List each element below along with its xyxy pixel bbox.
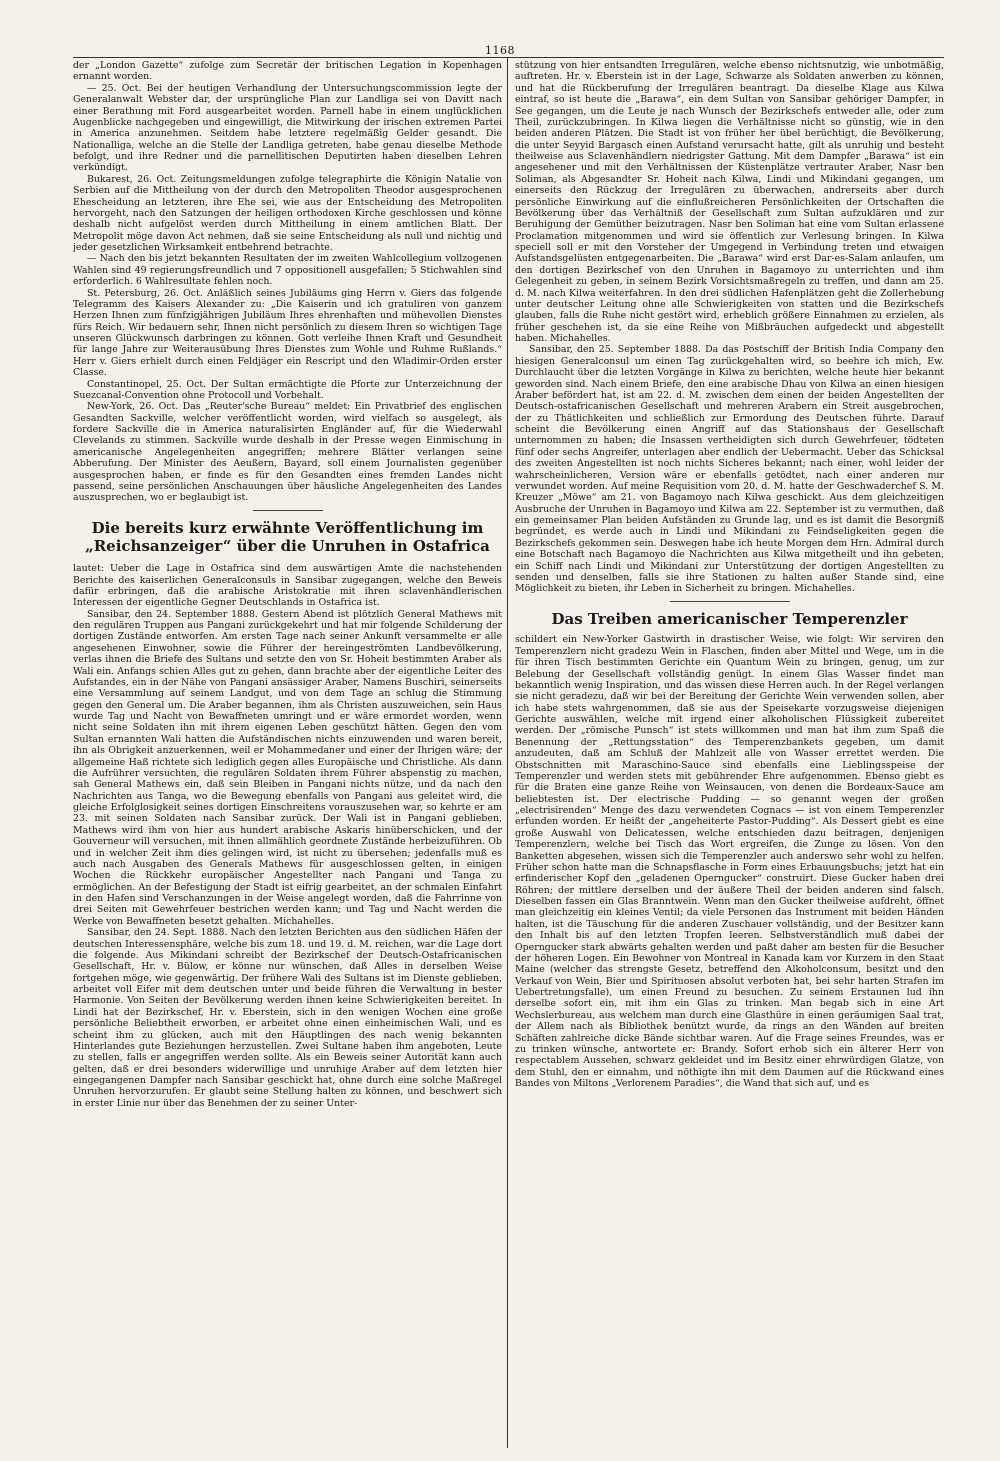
- column-divider: [507, 58, 508, 1448]
- section-headline: Das Treiben americanischer Temperenzler: [551, 609, 908, 628]
- article-paragraph: schildert ein New-Yorker Gastwirth in drastischer Weise, wie folgt: Wir serviren den Temperenzlern nicht gradezu Wein in Flaschen, finden aber Mittel und Wege, um in die für ihren Tisch bestimmten Gerichte ein Quantum Wein zu bringen, genug, um zur Belebung der Gesellschaft vollständig genügt. In einem Glas Wasser findet man bekanntlich wenig Inspiration, und das wissen diese Herren auch. In der Regel verlangen sie nicht geradezu, daß wir bei der Bereitung der Gerichte Wein verwenden sollen, aber ich habe stets wahrgenommen, daß sie aus der Speisekarte vorzugsweise diejenigen Gerichte auswählen, welche mit irgend einer alkoholischen Flüssigkeit zubereitet werden. Der „römische Punsch“ ist stets willkommen und man hat ihm zum Spaß die Benennung der „Rettungsstation“ des Temperenzbankets gegeben, um damit anzudeuten, daß am Schluß der Mahlzeit alle von Wasser errettet werden. Die Obstschnitten mit Maraschino-Sauce sind ebenfalls eine Lieblingsspeise der Temperenzler und werden stets mit gebührender Ehre aufgenommen. Ebenso giebt es für die Braten eine ganze Reihe von Weinsaucen, von denen die Bordeaux-Sauce am beliebtesten ist. Der electrische Pudding — so genannt wegen der großen „electrisirenden“ Menge des dazu verwendeten Cognacs — ist von einem Temperenzler erfunden worden. Er heißt der „angeheiterte Pastor-Pudding“. Als Dessert giebt es eine große Auswahl von Delicatessen, welche entschieden dazu beitragen, denjenigen Temperenzlern, welche bei Tisch das Wort ergreifen, die Zunge zu lösen. Von den Banketten abgesehen, wissen sich die Temperenzler auch anderswo sehr wohl zu helfen. Früher schon hatte man die Schnapsflasche in Form eines Erbauungsbuchs; jetzt hat ein erfinderischer Kopf den „geladenen Operngucker“ construirt. Diese Gucker haben drei Röhren; der mittlere derselben und der äußere Theil der beiden anderen sind falsch. Dieselben fassen ein Glas Branntwein. Wenn man den Gucker theilweise aufdreht, öffnet man gleichzeitig ein kleines Ventil; da viele Personen das Instrument mit beiden Händen halten, ist die Täuschung für die anderen Zuschauer vollständig, und der Besitzer kann den Inhalt bis auf den letzten Tropfen leeren. Selbstverständlich muß dabei der Operngucker stark abwärts gehalten werden und paßt daher am besten für die Besucher der höheren Logen. Ein Bewohner von Montreal in Kanada kam vor Kurzem in den Staat Maine (welcher das strengste Gesetz, betreffend den Alkoholconsum, besitzt und den Verkauf von Wein, Bier und Spirituosen absolut verboten hat, bei sehr harten Strafen im Uebertretungsfalle), um einen Freund zu besuchen. Zu seinem Erstaunen lud ihn derselbe sofort ein, mit ihm ein Glas zu trinken. Man begab sich in eine Art Wechslerbureau, aus welchem man durch eine Glasthüre in einen geräumigen Saal trat, der Allem nach als Bibliothek benützt wurde, da rings an den Wänden auf breiten Schäften zahlreiche dicke Bände sichtbar waren. Auf die Frage seines Freundes, was er zu trinken wünsche, antwortete er: Brandy. Sofort erhob sich ein älterer Herr von respectablem Aussehen, schwarz gekleidet und im Besitz einer ehrwürdigen Glatze, von dem Stuhl, den er einnahm, und nöthigte ihn mit dem Daumen auf die Rückwand eines Bandes von Miltons „Verlorenem Paradies“, die Wand that sich auf, und es: [515, 634, 944, 1089]
- article-paragraph: — Nach den bis jetzt bekannten Resultaten der im zweiten Wahlcollegium vollzogenen Wahlen sind 49 regierungsfreundlich und 7 oppositionell ausgefallen; 5 Stichwahlen sind erforderlich. 6 Wahlresultate fehlen noch.: [73, 253, 502, 288]
- header-rule: [73, 57, 944, 58]
- article-paragraph: — 25. Oct. Bei der heutigen Verhandlung der Untersuchungscommission legte der Generalanwalt Webster dar, der ursprüngliche Plan zur Landliga sei von Davitt nach einer Berathung mit Ford ausgearbeitet worden. Parnell habe in einem unglücklichen Augenblicke nachgegeben und eingewilligt, die Mitwirkung der irischen extremen Partei in America anzunehmen. Seitdem habe letztere regelmäßig Gelder gesandt. Die Nationalliga, welche an die Stelle der Landliga getreten, habe genau dieselbe Methode befolgt, und ihre Redner und die parnellitischen Deputirten haben dieselben Lehren verkündigt.: [73, 82, 502, 174]
- right-column: [515, 60, 944, 1448]
- article-paragraph: Sansibar, den 25. September 1888. Da das Postschiff der British India Company den hiesigen Generalconsul um einen Tag zurückgehalten wird, so beehre ich mich, Ew. Durchlaucht über die letzten Vorgänge in Kilwa zu berichten, welche heute hier bekannt geworden sind. Nach einem Briefe, den eine arabische Dhau von Kilwa an einen hiesigen Araber befördert hat, ist am 22. d. M. zwischen dem einen der beiden Angestellten der Deutsch-ostafricanischen Gesellschaft und mehreren Arabern ein Streit ausgebrochen, der zu Thätlichkeiten und schließlich zur Ermordung des Deutschen führte. Darauf scheint die Bevölkerung einen Angriff auf das Stationshaus der Gesellschaft unternommen zu haben; die Insassen vertheidigten sich durch Gewehrfeuer, tödteten fünf oder sechs Angreifer, unterlagen aber endlich der Uebermacht. Ueber das Schicksal des zweiten Angestellten ist noch nichts Sicheres bekannt; nach einer, wohl leider der wahrscheinlicheren, Version wäre er ebenfalls getödtet, nach einer anderen nur verwundet worden. Auf meine Requisition vom 20. d. M. hatte der Geschwaderchef S. M. Kreuzer „Möwe“ am 21. von Bagamoyo nach Kilwa geschickt. Aus dem gleichzeitigen Ausbruche der Unruhen in Bagamoyo und Kilwa am 22. September ist zu vermuthen, daß ein gemeinsamer Plan beiden Aufständen zu Grunde lag, und es ist damit die Besorgniß begründet, es werde auch in Lindi und Mikindani zu Feindseligkeiten gegen die Bezirkschefs gekommen sein. Deswegen habe ich heute Morgen dem Hrn. Admiral durch eine Botschaft nach Bagamoyo die Nachrichten aus Kilwa mitgetheilt und ihn gebeten, ein Schiff nach Lindi und Mikindani zur Unterstützung der dortigen Angestellten zu senden und denselben, falls sie ihre Stationen zu halten außer Stande sind, eine Möglichkeit zu bieten, ihr Leben in Sicherheit zu bringen. Michahelles.: [515, 344, 944, 595]
- section-separator: [253, 510, 323, 511]
- left-column: [73, 60, 502, 1448]
- page-number: 1168: [485, 44, 515, 57]
- article-paragraph: Sansibar, den 24. Sept. 1888. Nach den letzten Berichten aus den südlichen Häfen der deutschen Interessensphäre, welche bis zum 18. und 19. d. M. reichen, war die Lage dort die folgende. Aus Mikindani schreibt der Bezirkschef der Deutsch-Ostafricanischen Gesellschaft, Hr. v. Bülow, er könne nur wünschen, daß Alles in derselben Weise fortgehen möge, wie gegenwärtig. Der frühere Wali des Sultans ist im Dienste geblieben, arbeitet voll Eifer mit dem deutschen unter und beide führen die Verwaltung in bester Harmonie. Von Seiten der Bevölkerung werden ihnen keine Schwierigkeiten bereitet. In Lindi hat der Bezirkschef, Hr. v. Eberstein, sich in den wenigen Wochen eine große persönliche Beliebtheit erworben, er arbeitet ohne einen einheimischen Wali, und es scheint ihm zu glücken, auch mit den Häuptlingen des nach wenig bekannten Hinterlandes gute Beziehungen herzustellen. Zwei Sultane haben ihm angeboten, Leute zu stellen, falls er angegriffen werden sollte. Als ein Beweis seiner Autorität kann auch gelten, daß er drei besonders widerwillige und unruhige Araber auf dem letzten hier eingegangenen Dampfer nach Sansibar geschickt hat, ohne durch eine solche Maßregel Unruhen hervorzurufen. Er glaubt seine Stellung halten zu können, und beschwert sich in erster Linie nur über das Benehmen der zu seiner Unter-: [73, 927, 502, 1109]
- article-paragraph: der „London Gazette“ zufolge zum Secretär der britischen Legation in Kopenhagen ernannt worden.: [73, 60, 502, 83]
- article-paragraph: Constantinopel, 25. Oct. Der Sultan ermächtigte die Pforte zur Unterzeichnung der Suezcanal-Convention ohne Protocoll und Vorbehalt.: [73, 378, 502, 401]
- article-paragraph: St. Petersburg, 26. Oct. Anläßlich seines Jubiläums ging Herrn v. Giers das folgende Telegramm des Kaisers Alexander zu: „Die Kaiserin und ich gratuliren von ganzem Herzen Ihnen zum fünfzigjährigen Jubiläum Ihres ehrenhaften und mühevollen Dienstes fürs Reich. Wir bedauern sehr, Ihnen nicht persönlich zu diesem Ihren so wichtigen Tage unseren Glückwunsch darbringen zu können. Gott verleihe Ihnen Kraft und Gesundheit für lange Jahre zur Weiterausübung Ihres Dienstes zum Wohle und Ruhme Rußlands.“ Herr v. Giers erhielt durch einen Feldjäger ein Rescript und den Wladimir-Orden erster Classe.: [73, 287, 502, 379]
- article-paragraph: Bukarest, 26. Oct. Zeitungsmeldungen zufolge telegraphirte die Königin Natalie von Serbien auf die Mittheilung von der durch den Metropoliten Theodor ausgesprochenen Ehescheidung an letzteren, ihre Ehe sei, wie aus der Entscheidung des Metropoliten hervorgeht, nach den Satzungen der heiligen orthodoxen Kirche geschlossen und könne deshalb nicht aufgelöst werden durch Mittheilung in einem amtlichen Blatt. Der Metropolit möge davon Act nehmen, daß sie seine Entscheidung als null und nichtig und jeder gesetzlichen Wirksamkeit entbehrend betrachte.: [73, 173, 502, 253]
- article-paragraph: lautet: Ueber die Lage in Ostafrica sind dem auswärtigen Amte die nachstehenden Berichte des kaiserlichen Generalconsuls in Sansibar zugegangen, welche den Beweis dafür erbringen, daß die arabische Aristokratie mit ihren sclavenhändlerischen Interessen der eigentliche Gegner Deutschlands in Ostafrica ist.: [73, 563, 502, 609]
- article-paragraph: New-York, 26. Oct. Das „Reuter'sche Bureau“ meldet: Ein Privatbrief des englischen Gesandten Sackville, welcher veröffentlicht worden, wird vielfach so ausgelegt, als fordere Sackville die in America naturalisirten Engländer auf, für die Wiederwahl Clevelands zu stimmen. Sackville wurde deshalb in der Presse wegen Einmischung in americanische Angelegenheiten angegriffen; mehrere Blätter verlangen seine Abberufung. Der Minister des Aeußern, Bayard, soll einem Journalisten gegenüber ausgesprochen haben, er finde es für den Gesandten eines fremden Landes nicht passend, seine persönlichen Anschauungen über häusliche Angelegenheiten des Landes auszusprechen, wo er beglaubigt ist.: [73, 401, 502, 504]
- article-paragraph: stützung von hier entsandten Irregulären, welche ebenso nichtsnutzig, wie unbotmäßig, auftreten. Hr. v. Eberstein ist in der Lage, Schwarze als Soldaten anwerben zu können, und hat die Rückberufung der Irregulären beantragt. Da dieselbe Klage aus Kilwa eintraf, so ist heute die „Barawa“, ein dem Sultan von Sansibar gehöriger Dampfer, in See gegangen, um die Leute je nach Wunsch der Bezirkschefs entweder alle, oder zum Theil, zurückzubringen. In Kilwa liegen die Verhältnisse nicht so günstig, wie in den beiden anderen Plätzen. Die Stadt ist von früher her übel berüchtigt, die Bevölkerung, die unter Seyyid Bargasch einen Aufstand verursacht hatte, gilt als unruhig und besteht theilweise aus Sclavenhändlern niedrigster Gattung. Mit dem Dampfer „Barawa“ ist ein angesehener und mit den Verhältnissen der Küstenplätze vertrauter Araber, Nasr ben Soliman, als Abgesandter Sr. Hoheit nach Kilwa, Lindi und Mikindani gegangen, um einerseits den Rückzug der Irregulären zu überwachen, andrerseits aber durch persönliche Einwirkung auf die einflußreicheren Persönlichkeiten der Ortschaften die Bevölkerung über das Verhältniß der Gesellschaft zum Sultan aufzuklären und zur Beruhigung der Gemüther beizutragen. Nasr ben Soliman hat eine vom Sultan erlassene Proclamation mitgenommen und wird sie öffentlich zur Verlesung bringen. In Kilwa speciell soll er mit den Vorsteher der Umgegend in Verbindung treten und etwaigen Aufstandsgelüsten entgegenarbeiten. Die „Barawa“ wird erst Dar-es-Salam anlaufen, um den dortigen Bezirkschef von den Unruhen in Bagamoyo zu unterrichten und ihm Gelegenheit zu geben, in seinem Bezirk Vorsichtsmaßregeln zu treffen, und dann am 25. d. M. nach Kilwa weiterfahren. In den drei südlichen Hafenplätzen geht die Zollerhebung unter deutscher Leitung ohne alle Schwierigkeiten von statten und die Bezirkschefs glauben, falls die Ruhe nicht gestört wird, erheblich größere Einnahmen zu erzielen, als früher geschehen ist, da sie eine Reihe von Mißbräuchen aufgedeckt und abgestellt haben. Michahelles.: [515, 60, 944, 344]
- article-paragraph: Sansibar, den 24. September 1888. Gestern Abend ist plötzlich General Mathews mit den regulären Truppen aus Pangani zurückgekehrt und hat mir folgende Schilderung der dortigen Zustände entworfen. Am ersten Tage nach seiner Ankunft versammelte er alle angesehenen Einwohner, sowie die Führer der hereingeströmten Landbevölkerung, verlas ihnen die Briefe des Sultans und setzte den von Sr. Hoheit bestimmten Araber als Wali ein. Anfangs schien Alles gut zu gehen, dann brachte aber der eigentliche Leiter des Aufstandes, ein in der Nähe von Pangani ansässiger Araber, Namens Buschiri, seinerseits eine Versammlung auf seinem Landgut, und von dem Tage an schlug die Stimmung gegen den General um. Die Araber begannen, ihm als Christen auszuweichen, sein Haus wurde Tag und Nacht von Bewaffneten umringt und er wäre ermordet worden, wenn nicht seine Soldaten ihn mit ihrem eigenen Leben geschützt hätten. Gegen den vom Sultan ernannten Wali hatten die Aufständischen nichts einzuwenden und waren bereit, ihn als Obrigkeit anzuerkennen, weil er Mohammedaner und einer der Ihrigen wäre; der allgemeine Haß richtete sich lediglich gegen alles Europäische und Christliche. Als dann die Aufrührer versuchten, die regulären Soldaten ihrem Führer abspenstig zu machen, sah General Mathews ein, daß sein Bleiben in Pangani nichts nütze, und da nach den Nachrichten aus Tanga, wo die Bewegung ebenfalls von Pangani aus geleitet wird, die gleiche Erfolglosigkeit seines dortigen Einschreitens vorauszusehen war, so kehrte er am 23. mit seinen Soldaten nach Sansibar zurück. Der Wali ist in Pangani geblieben, Mathews wird ihm von hier aus hundert arabische Askaris hinüberschicken, und der Gouverneur will versuchen, mit ihnen allmählich geordnete Zustände herbeizuführen. Ob und in welcher Zeit ihm dies gelingen wird, ist nicht zu übersehen; jedenfalls muß es auch nach Ausgaben des Generals Mathews für ausgeschlossen gelten, in einigen Wochen die Rückkehr europäischer Angestellter nach Pangani und Tanga zu ermöglichen. An der Befestigung der Stadt ist eifrig gearbeitet, an der schmalen Einfahrt in den Hafen sind Verschanzungen in der Weise angelegt worden, daß die Fahrrinne von drei Seiten mit Gewehrfeuer bestrichen werden kann; und Tag und Nacht werden die Werke von Bewaffneten besetzt gehalten. Michahelles.: [73, 608, 502, 927]
- section-headline: Die bereits kurz erwähnte Veröffentlichung im „Reichsanzeiger“ über die Unruhen in Ostafrica: [85, 518, 490, 556]
- section-separator: [670, 601, 790, 602]
